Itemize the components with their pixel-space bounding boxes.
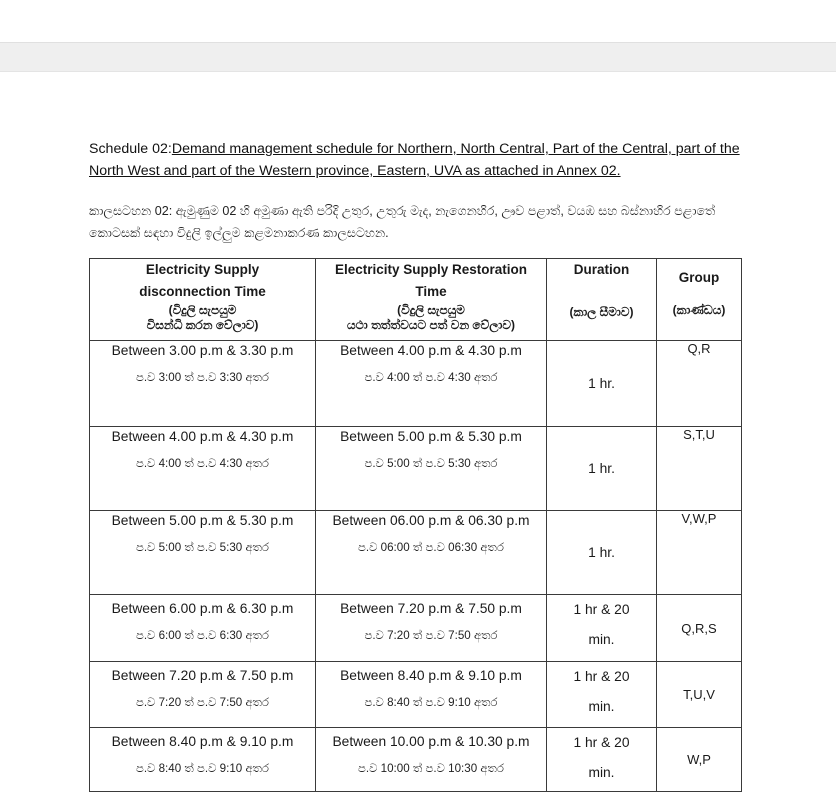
duration-cell [547, 728, 657, 792]
schedule-heading-sinhala: කාලසටහන 02: ඇමුණුම 02 හි අමුණා ඇති පරිදි උතුර, උතුරු මැද, නැගෙනහිර, ඌව පළාත්, වයඹ සහ බස්නාහිර පළාතේ කොටසක් සඳහා විදුලි ඉල්ලුම කළමනාකරණ කාලසටහන. [89, 204, 716, 240]
group-value: V,W,P [681, 511, 717, 526]
group-cell [657, 427, 742, 511]
duration-line1: 1 hr. [588, 375, 615, 391]
header-restore-en1: Electricity Supply Restoration [334, 262, 528, 277]
restore-time-en: Between 06.00 p.m & 06.30 p.m [332, 513, 530, 528]
group-value: Q,R [687, 341, 711, 356]
table-row [90, 728, 742, 792]
header-group-si: (කාණ්ඩය) [672, 303, 726, 317]
disconnect-time-si: ප.ව 5:00 ත් ප.ව 5:30 අතර [135, 541, 270, 554]
window-top-area [0, 0, 836, 40]
duration-cell [547, 595, 657, 662]
restore-time-en: Between 8.40 p.m & 9.10 p.m [340, 668, 522, 683]
disconnect-time-si: ප.ව 6:00 ත් ප.ව 6:30 අතර [135, 629, 270, 642]
disconnect-cell [90, 427, 316, 511]
disconnect-time-en: Between 5.00 p.m & 5.30 p.m [111, 513, 294, 528]
header-group [657, 259, 742, 341]
disconnect-time-en: Between 6.00 p.m & 6.30 p.m [111, 601, 294, 616]
table-row [90, 511, 742, 595]
table-row [90, 662, 742, 728]
header-restore-si2: යථා තත්ත්වයට පත් වන වේලාව) [347, 318, 515, 332]
restore-cell [316, 728, 547, 792]
restore-time-si: ප.ව 8:40 ත් ප.ව 9:10 අතර [364, 696, 498, 709]
header-group-en: Group [678, 270, 720, 285]
table-row [90, 595, 742, 662]
duration-cell [547, 662, 657, 728]
duration-line2: min. [588, 632, 615, 647]
restore-time-si: ප.ව 4:00 ත් ප.ව 4:30 අතර [364, 371, 498, 384]
disconnect-time-si: ප.ව 8:40 ත් ප.ව 9:10 අතර [135, 762, 270, 775]
header-disconnect-en1: Electricity Supply [145, 262, 260, 277]
disconnect-cell [90, 595, 316, 662]
header-duration-en: Duration [573, 262, 630, 277]
duration-line1: 1 hr & 20 [573, 735, 630, 750]
disconnect-time-si: ප.ව 3:00 ත් ප.ව 3:30 අතර [135, 371, 270, 384]
schedule-heading-text: Demand management schedule for Northern, North Central, Part of the Central, part of the North West and part of the Western province, Eastern, UVA as attached in Annex 02. [89, 141, 740, 179]
disconnect-time-en: Between 7.20 p.m & 7.50 p.m [111, 668, 294, 683]
group-value: Q,R,S [681, 620, 717, 636]
disconnect-time-en: Between 4.00 p.m & 4.30 p.m [111, 429, 294, 444]
schedule-heading-prefix: Schedule 02: [89, 141, 172, 157]
table-header-row [90, 259, 742, 341]
group-value: W,P [687, 752, 711, 767]
restore-time-si: ප.ව 5:00 ත් ප.ව 5:30 අතර [364, 457, 498, 470]
restore-cell [316, 595, 547, 662]
header-duration [547, 259, 657, 341]
disconnect-cell [90, 728, 316, 792]
duration-line1: 1 hr & 20 [573, 669, 630, 684]
header-restore [316, 259, 547, 341]
disconnect-cell [90, 341, 316, 427]
disconnect-time-en: Between 3.00 p.m & 3.30 p.m [111, 343, 294, 358]
restore-time-si: ප.ව 06:00 ත් ප.ව 06:30 අතර [358, 541, 504, 554]
duration-cell [547, 341, 657, 427]
group-value: T,U,V [683, 687, 715, 702]
group-cell [657, 728, 742, 792]
restore-cell [316, 427, 547, 511]
restore-time-en: Between 5.00 p.m & 5.30 p.m [340, 429, 522, 444]
restore-time-en: Between 4.00 p.m & 4.30 p.m [340, 343, 522, 358]
disconnect-time-en: Between 8.40 p.m & 9.10 p.m [111, 734, 294, 749]
duration-cell [547, 427, 657, 511]
disconnect-time-si: ප.ව 7:20 ත් ප.ව 7:50 අතර [135, 696, 270, 709]
schedule-table [89, 258, 742, 792]
restore-time-si: ප.ව 10:00 ත් ප.ව 10:30 අතර [358, 762, 504, 775]
restore-time-si: ප.ව 7:20 ත් ප.ව 7:50 අතර [364, 629, 498, 642]
header-restore-en2: Time [415, 284, 447, 299]
restore-cell [316, 511, 547, 595]
disconnect-cell [90, 662, 316, 728]
group-cell [657, 341, 742, 427]
duration-line2: min. [588, 765, 615, 780]
table-row [90, 341, 742, 427]
toolbar-strip [0, 42, 836, 72]
group-value: S,T,U [683, 427, 715, 442]
header-disconnect [90, 259, 316, 341]
header-disconnect-si2: විසන්ධි කරන වේලාව) [146, 318, 259, 332]
restore-cell [316, 662, 547, 728]
header-disconnect-si1: (විදුලි සැපයුම [168, 303, 237, 317]
duration-line1: 1 hr. [588, 460, 615, 476]
group-cell [657, 511, 742, 595]
disconnect-time-si: ප.ව 4:00 ත් ප.ව 4:30 අතර [135, 457, 270, 470]
header-restore-si1: (විදුලි සැපයුම [397, 303, 465, 317]
duration-line1: 1 hr. [588, 544, 615, 560]
header-duration-si: (කාල සීමාව) [569, 305, 634, 319]
table-body [90, 341, 742, 792]
table-row [90, 427, 742, 511]
restore-time-en: Between 10.00 p.m & 10.30 p.m [332, 734, 530, 749]
restore-time-en: Between 7.20 p.m & 7.50 p.m [340, 601, 522, 616]
group-cell [657, 662, 742, 728]
disconnect-cell [90, 511, 316, 595]
schedule-heading [89, 138, 749, 182]
header-disconnect-en2: disconnection Time [139, 284, 266, 299]
duration-cell [547, 511, 657, 595]
group-cell [657, 595, 742, 662]
restore-cell [316, 341, 547, 427]
duration-line2: min. [588, 699, 615, 714]
duration-line1: 1 hr & 20 [573, 602, 630, 617]
